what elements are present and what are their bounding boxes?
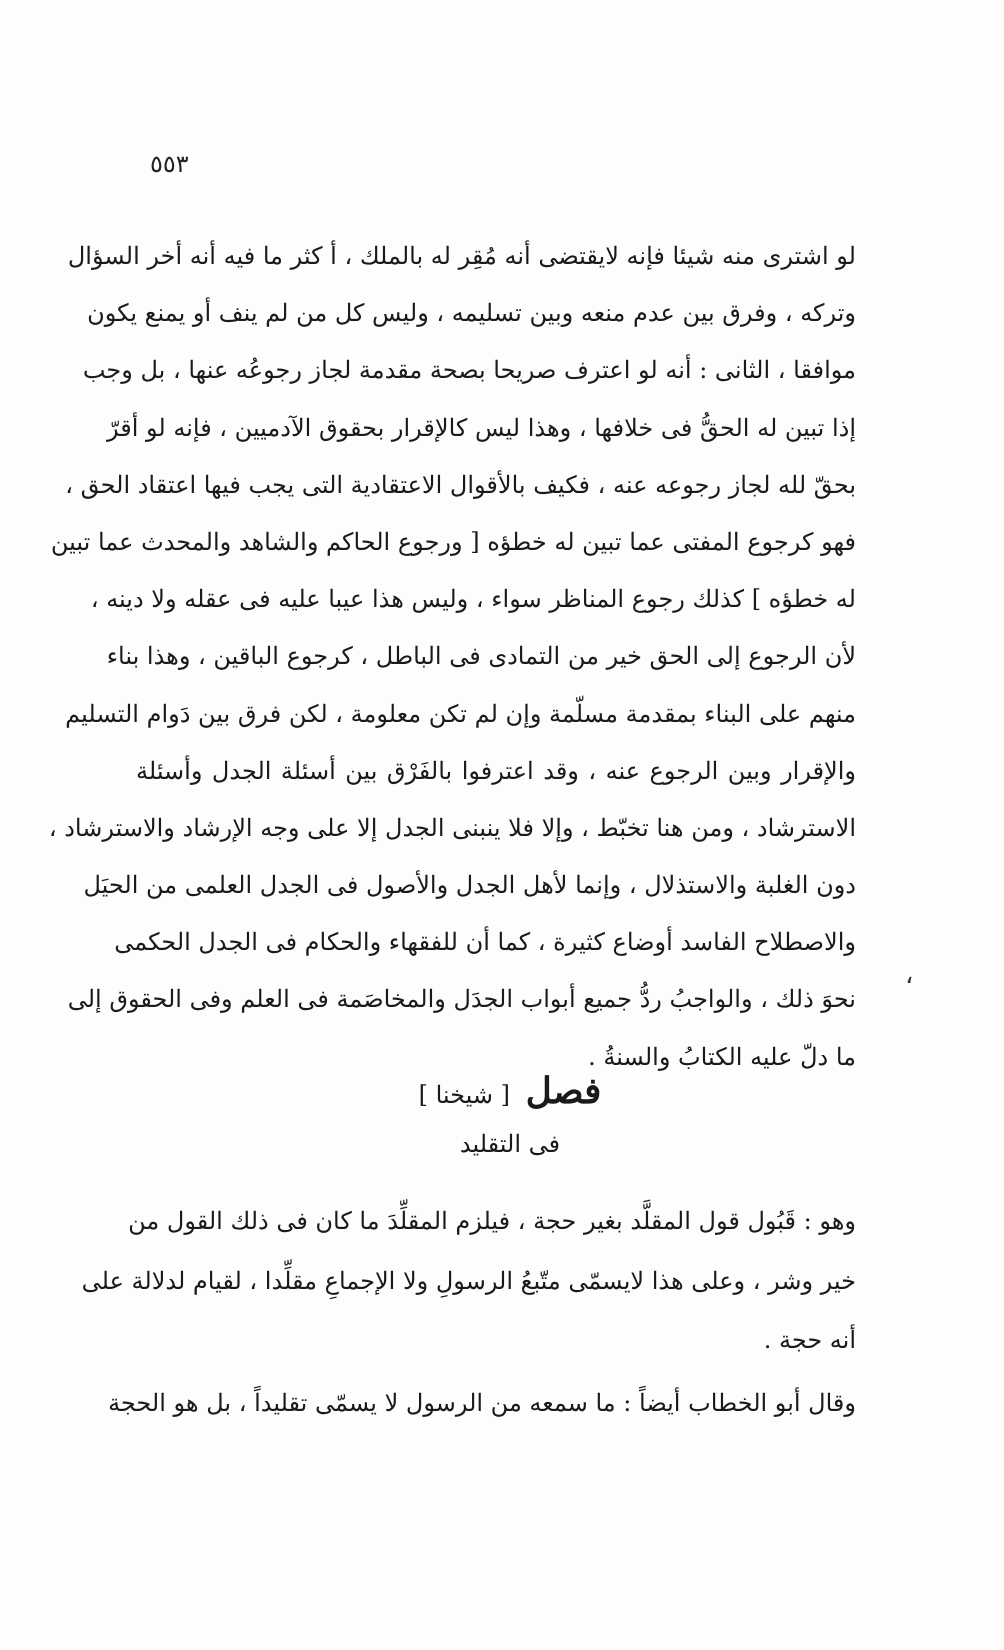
quote-paragraph [108,1375,856,1432]
text-line: منهم على البناء بمقدمة مسلّمة وإن لم تكن معلومة ، لكن فرق بين دَوام التسليم [65,699,856,728]
text-line: إذا تبين له الحقُّ فى خلافها ، وهذا ليس كالإقرار بحقوق الآدميين ، فإنه لو أقرّ [106,413,856,442]
definition-paragraph [81,1192,856,1371]
text-line: وتركه ، وفرق بين عدم منعه وبين تسليمه ، وليس كل من لم ينف أو يمنع يكون [87,299,856,328]
text-line: فهو كرجوع المفتى عما تبين له خطؤه [ ورجوع الحاكم والشاهد والمحدث عما تبين [50,527,856,556]
text-line: نحوَ ذلك ، والواجبُ ردُّ جميع أبواب الجدَل والمخاصَمة فى العلم وفى الحقوق إلى [67,985,856,1014]
section-label: [ شيخنا ] [418,1081,511,1109]
text-line: وهو : قَبُول قول المقلَّد بغير حجة ، فيلزم المقلِّدَ ما كان فى ذلك القول من [128,1207,856,1235]
text-line: والاصطلاح الفاسد أوضاع كثيرة ، كما أن للفقهاء والحكام فى الجدل الحكمى [114,928,856,957]
text-line: الاسترشاد ، ومن هنا تخبّط ، وإلا فلا ينبنى الجدل إلا على وجه الإرشاد والاسترشاد ، [48,813,856,842]
text-line: أنه حجة . [763,1326,856,1354]
text-line: خير وشر ، وعلى هذا لايسمّى متّبعُ الرسولِ ولا الإجماعِ مقلِّدا ، لقيام لدلالة على [81,1266,856,1295]
margin-mark: ، [905,960,914,990]
text-line: وقال أبو الخطاب أيضاً : ما سمعه من الرسول لا يسمّى تقليداً ، بل هو الحجة [108,1389,856,1417]
text-line: لو اشترى منه شيئا فإنه لايقتضى أنه مُقِر له بالملك ، أ كثر ما فيه أنه أخر السؤال [67,242,856,270]
text-line: له خطؤه ] كذلك رجوع المناظر سواء ، وليس هذا عيبا عليه فى عقله ولا دينه ، [90,585,856,614]
page-number: ٥٥٣ [150,150,189,178]
text-line: موافقا ، الثانى : أنه لو اعترف صريحا بصحة مقدمة لجاز رجوعُه عنها ، بل وجب [82,356,856,385]
section-heading [300,1070,720,1112]
text-line: دون الغلبة والاستذلال ، وإنما لأهل الجدل والأصول فى الجدل العلمى من الحيَل [83,871,856,900]
section-subtitle: فى التقليد [459,1130,561,1158]
text-line: ما دلّ عليه الكتابُ والسنةُ . [588,1042,856,1071]
section-title: فصل [525,1070,602,1112]
text-line: بحقّ لله لجاز رجوعه عنه ، فكيف بالأقوال الاعتقادية التى يجب فيها اعتقاد الحق ، [65,470,856,499]
text-line: والإقرار وبين الرجوع عنه ، وقد اعترفوا بالفَرْق بين أسئلة الجدل وأسئلة [136,756,856,785]
main-paragraph [48,228,856,1086]
text-line: لأن الرجوع إلى الحق خير من التمادى فى الباطل ، كرجوع الباقين ، وهذا بناء [106,642,856,671]
